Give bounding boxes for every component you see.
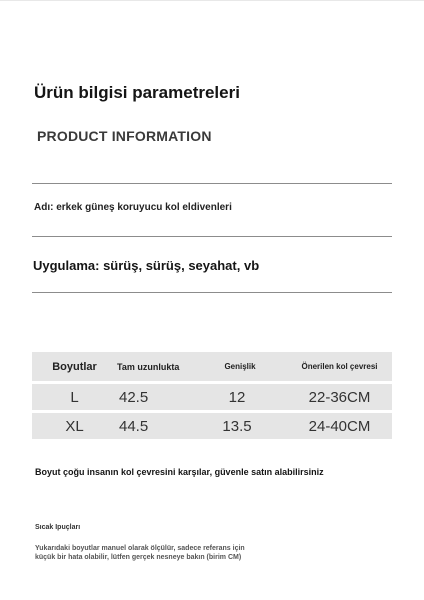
cell-circumference: 24-40CM: [308, 417, 371, 435]
header-full-length: Tam uzunlukta: [117, 361, 180, 372]
cell-circumference: 22-36CM: [308, 388, 371, 406]
header-arm-circumference: Önerilen kol çevresi: [301, 361, 378, 371]
table-row: [32, 384, 392, 410]
tips-title: Sıcak Ipuçları: [35, 524, 81, 531]
cell-length: 44.5: [119, 417, 149, 435]
top-divider: [0, 0, 424, 1]
cell-width: 12: [228, 388, 246, 406]
product-usage: Uygulama: sürüş, sürüş, seyahat, vb: [33, 258, 260, 273]
divider: [32, 292, 392, 293]
divider: [32, 183, 392, 184]
cell-width: 13.5: [222, 417, 252, 435]
section-subtitle: PRODUCT INFORMATION: [37, 128, 212, 144]
cell-size: L: [70, 388, 79, 406]
size-note: Boyut çoğu insanın kol çevresini karşılar, güvenle satın alabilirsiniz: [35, 467, 324, 477]
page-title: Ürün bilgisi parametreleri: [34, 83, 240, 102]
table-row: [32, 413, 392, 439]
cell-length: 42.5: [119, 388, 149, 406]
header-size: Boyutlar: [52, 360, 97, 373]
divider: [32, 236, 392, 237]
size-table: [32, 352, 392, 442]
header-width: Genişlik: [224, 361, 256, 371]
table-header-row: [32, 352, 392, 381]
product-name: Adı: erkek güneş koruyucu kol eldivenleri: [34, 202, 232, 213]
cell-size: XL: [65, 417, 84, 435]
tips-body: Yukarıdaki boyutlar manuel olarak ölçülür, sadece referans için küçük bir hata olabilir, lütfen gerçek nesneye bakın (birim CM): [35, 545, 245, 561]
